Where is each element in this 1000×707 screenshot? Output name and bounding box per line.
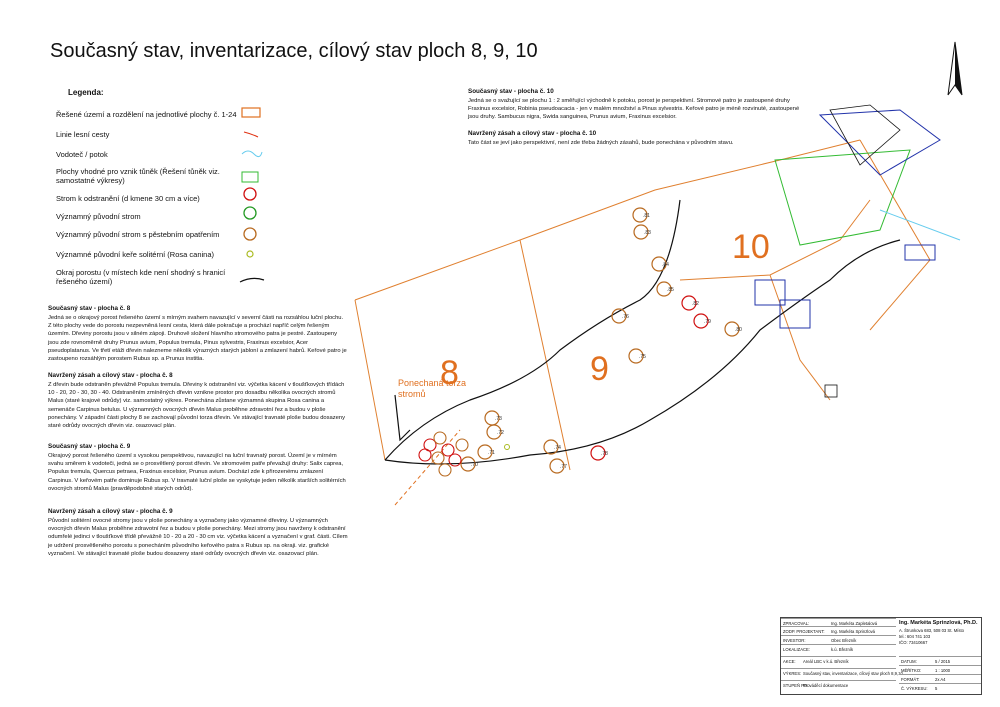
title-block-meta-row xyxy=(899,683,981,692)
tree-label: .75 xyxy=(639,354,646,360)
pool-areas xyxy=(775,150,910,245)
title-block-row xyxy=(781,656,896,665)
title-block-row xyxy=(781,635,896,644)
title-block-key: INVESTOR: xyxy=(783,637,806,643)
tree-marker xyxy=(434,432,446,444)
section-title: Současný stav - plocha č. 10 xyxy=(468,88,554,95)
section-title: Navržený zásah a cílový stav - plocha č. 10 xyxy=(468,130,597,137)
area-label-8: 8 xyxy=(440,354,459,392)
legend-item-pools: Plochy vhodné pro vznik tůněk (Řešení tůněk viz. samostatné výkresy) xyxy=(56,167,220,185)
company-address: A. Štrunkova 683, 508 03 St. Místo xyxy=(899,628,964,633)
title-block-key: AKCE: xyxy=(783,658,796,664)
tree-marker xyxy=(419,449,431,461)
legend-item-treatment: Významný původní strom s pěstebním opatřením xyxy=(56,230,220,239)
title-block-value: 5 xyxy=(935,685,938,691)
tree-label: .76 xyxy=(622,314,629,320)
tree-label: .82 xyxy=(692,301,699,307)
tree-marker xyxy=(439,464,451,476)
title-block-key: VÝKRES: xyxy=(783,670,802,676)
legend-item-significant: Významný původní strom xyxy=(56,212,141,221)
title-block-row xyxy=(781,668,903,677)
tree-marker xyxy=(456,439,468,451)
title-block-value: Obec Březník xyxy=(831,637,857,643)
section-text: Tato část se jeví jako perspektivní, není zde třeba žádných zásahů, bude ponechána v původním stavu. xyxy=(468,140,734,146)
title-block xyxy=(780,617,982,695)
title-block-key: LOKALIZACE: xyxy=(783,646,810,652)
section-text: Okrajový porost řešeného území s vysokou perspektivou, navazující na luční travnatý porost. Území je v mírném svahu směrem k vodoteči, jedná se o prosvětlený porost dřevin. Ve stromovém patře převažují druhy: Salix caprea, Populus tremula, Quercus petraea, Fraxinus excelsior, Prunus avium. Dochází zde k přirozenému zmlazení Carpinus. V keřovém patře dominuje Rubus sp. V travnaté luční ploše se vyskytuje jeden několik starších solitérních ovocných stromů Malus (pravděpodobně starých odrůd). xyxy=(48,453,346,492)
title-block-key: ZPRACOVAL: xyxy=(783,620,810,626)
title-block-value: Areál LBC v k.ú. Březník xyxy=(803,658,849,664)
legend-item-edge: Okraj porostu (v místech kde není shodný s hranicí řešeného území) xyxy=(56,268,226,286)
area-label-9: 9 xyxy=(590,350,609,388)
tree-label: .74 xyxy=(554,445,561,451)
tree-label: .85 xyxy=(667,287,674,293)
tree-label: .71 xyxy=(488,450,495,456)
stream xyxy=(880,210,960,240)
section-text: Jedná se o svažující se plochu 1 : 2 směřující východně k potoku, porost je perspektivní. Stromové patro je zastoupené druhy Fraxinus excelsior, Robinia pseudoacacia - jen v malém množství a Pinus sylvestris. Keřové patro je méně rozvinuté, zastoupené jsou druhy. Sambucus nigra, Swida sanguinea, Prunus avium, Fraxinus excelsior. xyxy=(468,98,800,121)
title-block-row xyxy=(781,626,896,635)
title-block-key: ZODP. PROJEKTANT: xyxy=(783,628,825,634)
area-label-10: 10 xyxy=(732,228,770,266)
section-title: Navržený zásah a cílový stav - plocha č. 8 xyxy=(48,372,173,379)
area-boundaries xyxy=(355,140,930,470)
legend-item-area: Řešené území a rozdělení na jednotlivé plochy č. 1-24 xyxy=(56,110,237,119)
title-block-value: 5 / 2015 xyxy=(935,658,951,664)
title-block-value: 2x A4 xyxy=(935,676,946,682)
section-text: Původní solitérní ovocné stromy jsou v ploše ponechány a vyznačeny jako významné dřeviny. U významných ovocných dřevin Malus proběhne zdravotní řez a budou v ploše ponechány. Mezi stromy jsou navrženy k odstranění odumřelé jedinci v tloušťkové třídě převážně 10 - 20 a 20 - 30 cm viz. výčetka kácení a vyznačení v graf. části. Cílem je udržení prosvětleného porostu s ponecháním původního keřového patra s Rubus sp. na okraji. viz. grafické vyznačení. Ve stávající travnaté ploše budou dosazeny staré odrůdy ovocných dřevin viz. osazovací plán. xyxy=(48,518,348,557)
tree-marker xyxy=(432,452,444,464)
tree-label: .80 xyxy=(735,327,742,333)
tree-label: .73 xyxy=(495,416,502,422)
tree-label: .79 xyxy=(704,319,711,325)
section-title: Současný stav - plocha č. 9 xyxy=(48,443,131,450)
title-block-key: DATUM: xyxy=(901,658,917,664)
legend-item-remove: Strom k odstranění (d kmene 30 cm a více) xyxy=(56,194,200,203)
company-ico: IČO: 73410667 xyxy=(899,640,928,645)
tree-label: .83 xyxy=(644,230,651,236)
title-block-row xyxy=(781,680,896,689)
title-block-value: k.ú. Březník xyxy=(831,646,854,652)
tree-label: .72 xyxy=(497,430,504,436)
section-text: Z dřevin bude odstraněn převážně Populus tremula. Dřeviny k odstranění viz. výčetka kácení v tloušťkových třídách 10 - 20, 20 - 30, 30 - 40. Odstraněním zmíněných dřevin vznikne prostor pro dosadbu několika ovocných stromů Malus (staré krajové odrůdy) viz. samostatný výkres. Ponechána zůstane významná skupina Rosa canina a semenáče Carpinus betulus. U významných ovocných dřevin Malus proběhne zdravotní řez a budou v ploše ponechány. V západní části plochy 8 se zachovají původní torza dřevin. Ve stávající travnaté ploše budou dosazeny staré odrůdy ovocných dřevin viz. osazovací plán. xyxy=(48,382,346,430)
title-block-key: STUPEŇ PD: xyxy=(783,682,809,688)
legend-title: Legenda: xyxy=(68,88,104,97)
title-block-key: MĚŘÍTKO: xyxy=(901,667,922,673)
title-block-value: Ing. Markéta Zapletalová xyxy=(831,620,878,626)
legend-item-shrubs: Významné původní keře solitérní (Rosa canina) xyxy=(56,250,214,259)
tree-label: .70 xyxy=(471,462,478,468)
tree-label: .84 xyxy=(662,262,669,268)
page-title: Současný stav, inventarizace, cílový stav ploch 8, 9, 10 xyxy=(50,40,538,62)
title-block-value: 1 : 1000 xyxy=(935,667,951,673)
title-block-meta-row xyxy=(899,674,981,683)
trees xyxy=(419,208,742,476)
legend-item-stream: Vodoteč / potok xyxy=(56,150,108,159)
tree-label: .77 xyxy=(560,464,567,470)
section-title: Současný stav - plocha č. 8 xyxy=(48,305,131,312)
title-block-value: Ing. Markéta Sprinzlová xyxy=(831,628,875,634)
tree-label: .78 xyxy=(601,451,608,457)
houses xyxy=(825,105,900,397)
title-block-key: FORMÁT: xyxy=(901,676,920,682)
title-block-meta-row xyxy=(899,656,981,665)
company-phone: tel.: 604 741 103 xyxy=(899,634,931,639)
legend-item-path: Linie lesní cesty xyxy=(56,130,110,139)
torza-annotation: Ponechaná torza stromů xyxy=(398,378,467,399)
section-title: Navržený zásah a cílový stav - plocha č. 9 xyxy=(48,508,173,515)
tree-label: .81 xyxy=(643,213,650,219)
title-block-meta-row xyxy=(899,665,981,674)
title-block-row xyxy=(781,644,896,653)
title-block-key: Č. VÝKRESU: xyxy=(901,685,928,691)
forest-edge xyxy=(385,200,900,464)
company-name: Ing. Markéta Sprinzlová, Ph.D. xyxy=(899,620,978,626)
title-block-value: Prováděcí dokumentace xyxy=(803,682,849,688)
title-block-value: Současný stav, inventarizace, cílový stav ploch 8,9,10 xyxy=(803,670,903,676)
shrub-marker xyxy=(505,445,510,450)
section-text: Jedná se o okrajový porost řešeného území s mírným svahem navazující v severní části na rozsáhlou luční plochu. Z této plochy vede do porostu nezpevněná lesní cesta, která dále pokračuje a prochází napříč celým řešeným územím. Dřeviny porostu jsou v silném zápoji. Druhově složení hlavního stromového patra je pestré. Zastoupeny jsou zde rovnoměrně druhy Prunus avium, Populus tremula, Pinus sylvestris, Fraxinus excelsior, Acer pseudoplatanus. Ve třetí etáži dřevin nalezneme několik výrazných starých jabloní a zmlazení habrů. Keřové patro je zastoupeno rozsáhlým porostem Rubus sp. a Prunus institia. xyxy=(48,315,347,363)
